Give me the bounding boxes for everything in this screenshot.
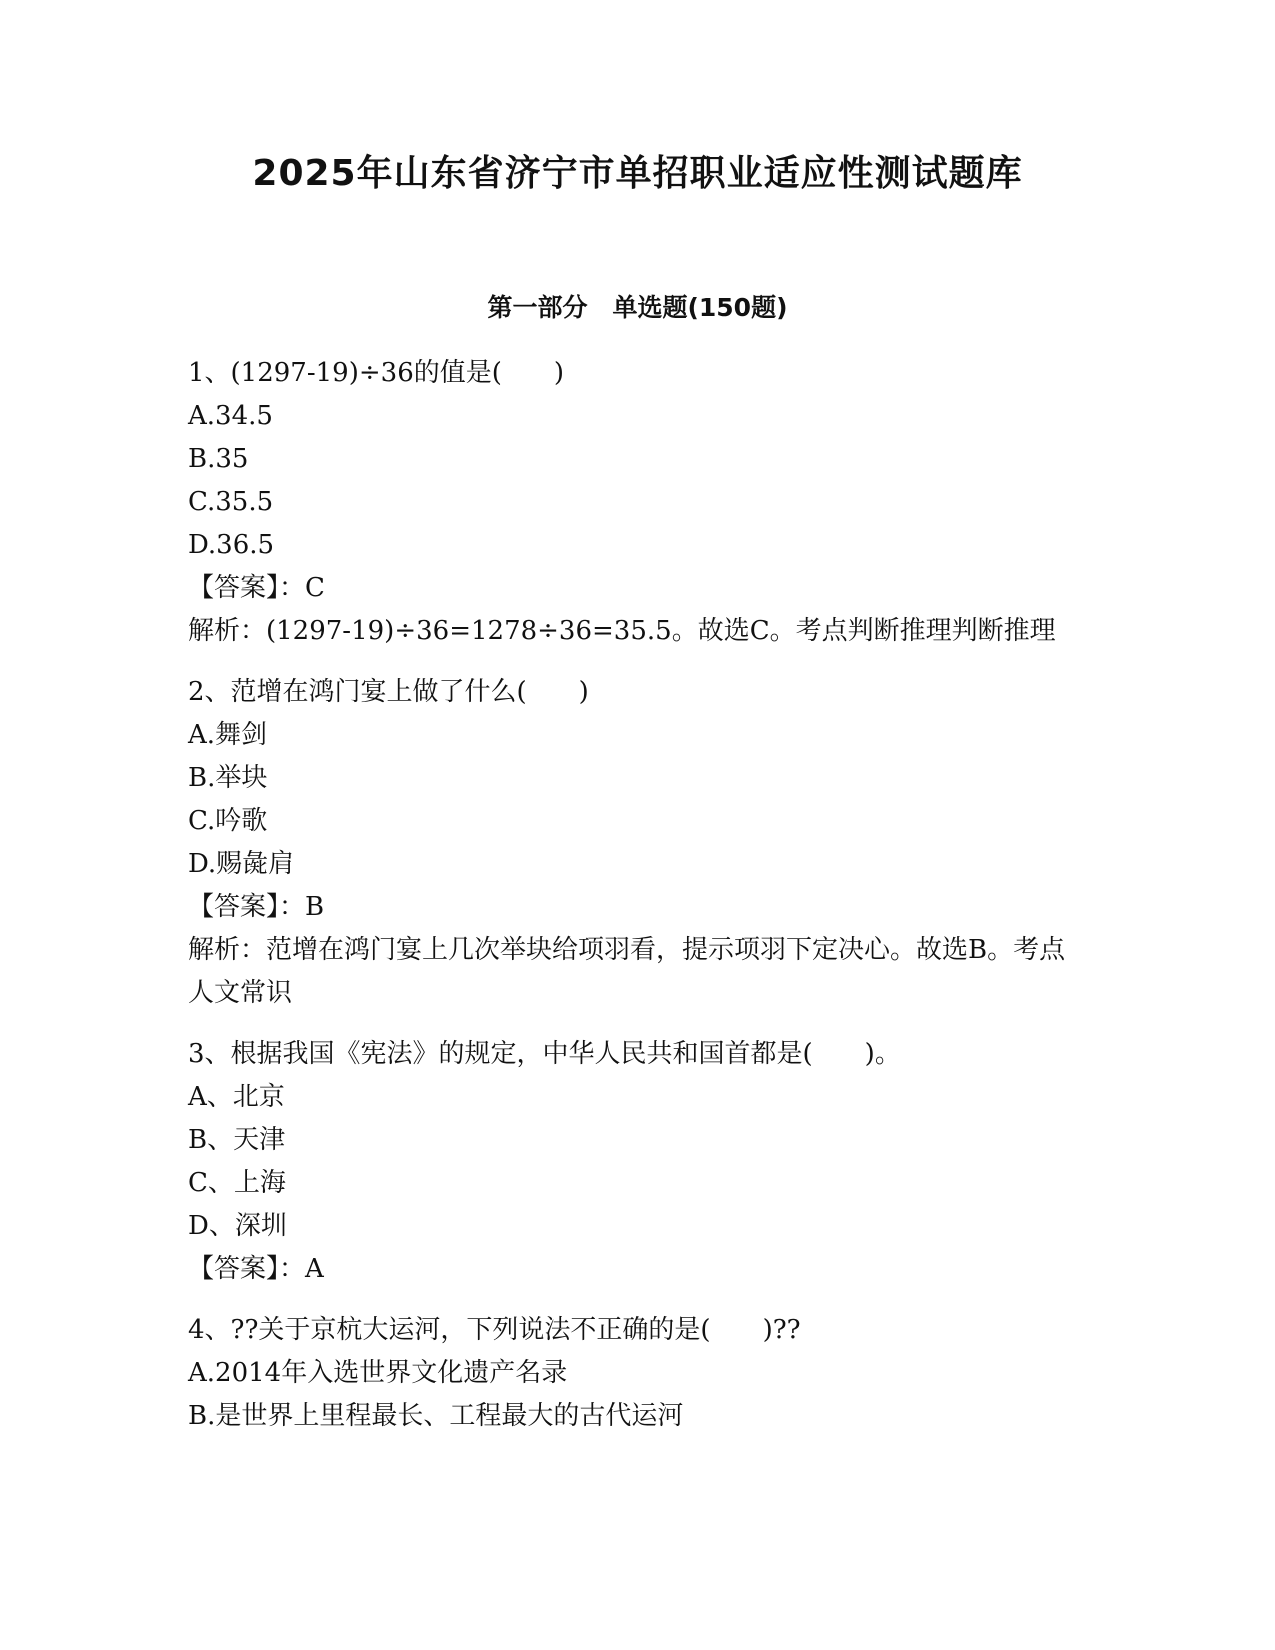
- option-d: D、深圳: [188, 1211, 287, 1241]
- answer-line: 【答案】：A: [188, 1254, 324, 1284]
- option-a: A.34.5: [188, 401, 273, 431]
- option-b: B.35: [188, 444, 249, 474]
- question-item: [188, 1309, 1088, 1438]
- question-stem: 1、(1297-19)÷36的值是( ): [188, 358, 565, 388]
- option-d: D.36.5: [188, 530, 275, 560]
- question-stem: 3、根据我国《宪法》的规定，中华人民共和国首都是( )。: [188, 1039, 901, 1069]
- option-b: B、天津: [188, 1125, 286, 1155]
- option-c: C、上海: [188, 1168, 286, 1198]
- question-item: [188, 671, 1088, 1015]
- option-a: A.2014年入选世界文化遗产名录: [188, 1358, 568, 1388]
- answer-line: 【答案】：C: [188, 573, 325, 603]
- option-c: C.吟歌: [188, 806, 268, 836]
- option-c: C.35.5: [188, 487, 274, 517]
- section-title: 第一部分 单选题(150题): [487, 293, 788, 322]
- option-a: A、北京: [188, 1082, 285, 1112]
- option-d: D.赐彘肩: [188, 849, 295, 879]
- question-item: [188, 352, 1088, 653]
- option-a: A.舞剑: [188, 720, 268, 750]
- answer-line: 【答案】：B: [188, 892, 325, 922]
- question-list: [188, 352, 1088, 1456]
- document-title: 2025年山东省济宁市单招职业适应性测试题库: [252, 153, 1023, 194]
- option-b: B.是世界上里程最长、工程最大的古代运河: [188, 1401, 684, 1431]
- analysis-text: 解析：(1297-19)÷36=1278÷36=35.5。故选C。考点判断推理判断推理: [188, 616, 1056, 646]
- question-stem: 4、??关于京杭大运河，下列说法不正确的是( )??: [188, 1315, 801, 1345]
- question-item: [188, 1033, 1088, 1291]
- question-stem: 2、范增在鸿门宴上做了什么( ): [188, 677, 589, 707]
- analysis-text: 解析：范增在鸿门宴上几次举块给项羽看，提示项羽下定决心。故选B。考点人文常识: [188, 935, 1066, 1008]
- option-b: B.举块: [188, 763, 268, 793]
